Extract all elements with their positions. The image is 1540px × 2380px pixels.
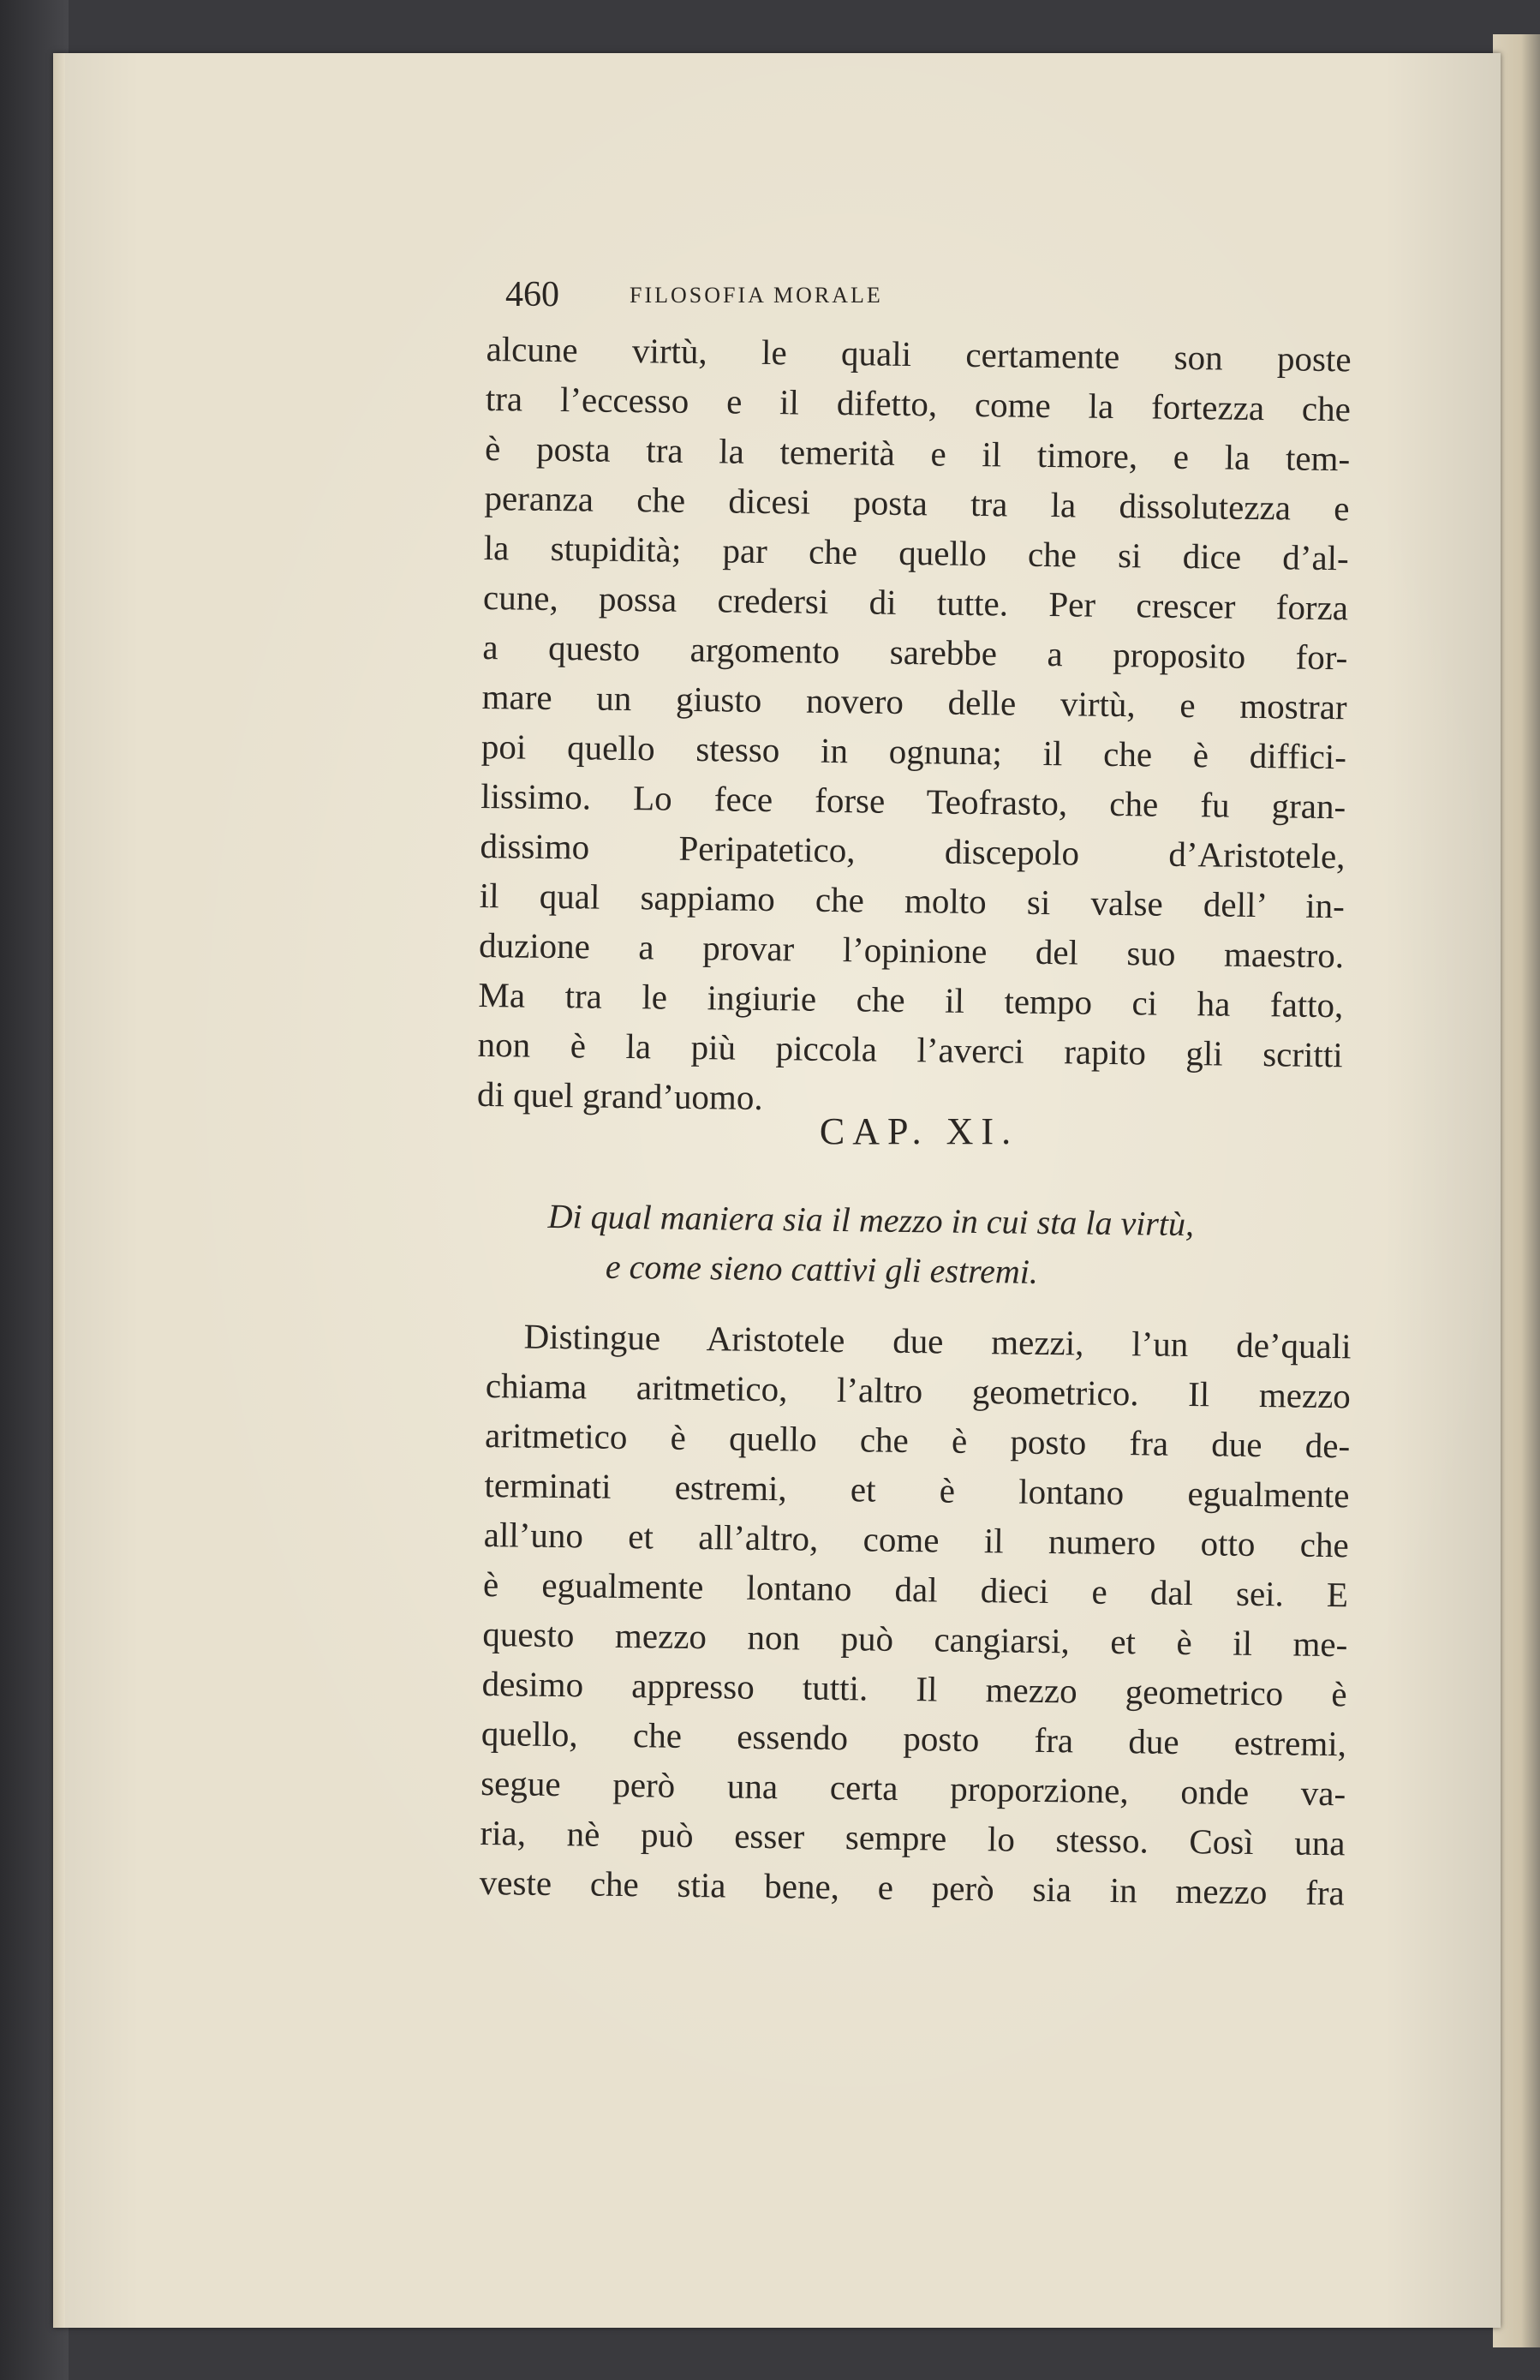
text-line: all’uno et all’altro, come il numero otto che [483, 1514, 1350, 1565]
text-line: poi quello stesso in ognuna; il che è diffici- [481, 726, 1347, 777]
text-line: duzione a provar l’opinione del suo maestro. [478, 924, 1345, 976]
text-line: Ma tra le ingiurie che il tempo ci ha fatto, [478, 974, 1344, 1026]
paragraph-one [477, 324, 1352, 1129]
text-line: tra l’eccesso e il difetto, come la fortezza che [485, 378, 1352, 429]
text-line: la stupidità; par che quello che si dice d’al- [483, 527, 1350, 578]
text-line: Distingue Aristotele due mezzi, l’un de’quali [523, 1316, 1352, 1366]
text-line: alcune virtù, le quali certamente son poste [486, 328, 1352, 380]
text-line: il qual sappiamo che molto si valse dell’ in- [479, 875, 1346, 926]
page-header [505, 274, 1122, 312]
text-line: aritmetico è quello che è posto fra due de- [484, 1414, 1351, 1466]
text-line: a questo argomento sarebbe a proposito for- [482, 626, 1348, 678]
text-line: ria, nè può esser sempre lo stesso. Così una [480, 1812, 1346, 1863]
subtitle-line: Di qual maniera sia il mezzo in cui sta la virtù, [547, 1196, 1195, 1244]
subtitle-line: e come sieno cattivi gli estremi. [605, 1247, 1039, 1291]
text-line: è egualmente lontano dal dieci e dal sei. E [482, 1564, 1349, 1615]
page-number: 460 [505, 275, 559, 314]
text-line: non è la più piccola l’averci rapito gli scritti [477, 1024, 1343, 1075]
text-line: di quel grand’uomo. [476, 1073, 763, 1118]
text-line: cune, possa credersi di tutte. Per crescer forza [482, 577, 1349, 628]
paragraph-two [479, 1311, 1351, 1917]
text-line: quello, che essendo posto fra due estremi, [481, 1713, 1347, 1764]
text-line: desimo appresso tutti. Il mezzo geometrico è [481, 1663, 1347, 1714]
text-line: chiama aritmetico, l’altro geometrico. Il mezzo [485, 1365, 1352, 1416]
text-line: terminati estremi, et è lontano egualmente [484, 1464, 1350, 1516]
chapter-subtitle [486, 1191, 1352, 1301]
text-line: veste che stia bene, e però sia in mezzo fra [479, 1862, 1346, 1913]
text-line: segue però una certa proporzione, onde va- [480, 1762, 1346, 1814]
running-head: FILOSOFIA MORALE [630, 283, 883, 308]
text-line: mare un giusto novero delle virtù, e mostrar [481, 676, 1347, 727]
text-line: lissimo. Lo fece forse Teofrasto, che fu gran- [480, 775, 1346, 827]
text-line: è posta tra la temerità e il timore, e la tem- [484, 428, 1351, 479]
text-line: peranza che dicesi posta tra la dissolutezza e [484, 477, 1350, 529]
chapter-title: CAP. XI. [819, 1110, 1019, 1152]
page-gutter-edge [53, 53, 65, 2328]
text-line: dissimo Peripatetico, discepolo d’Aristotele, [480, 825, 1346, 876]
text-line: questo mezzo non può cangiarsi, et è il me- [482, 1613, 1348, 1665]
